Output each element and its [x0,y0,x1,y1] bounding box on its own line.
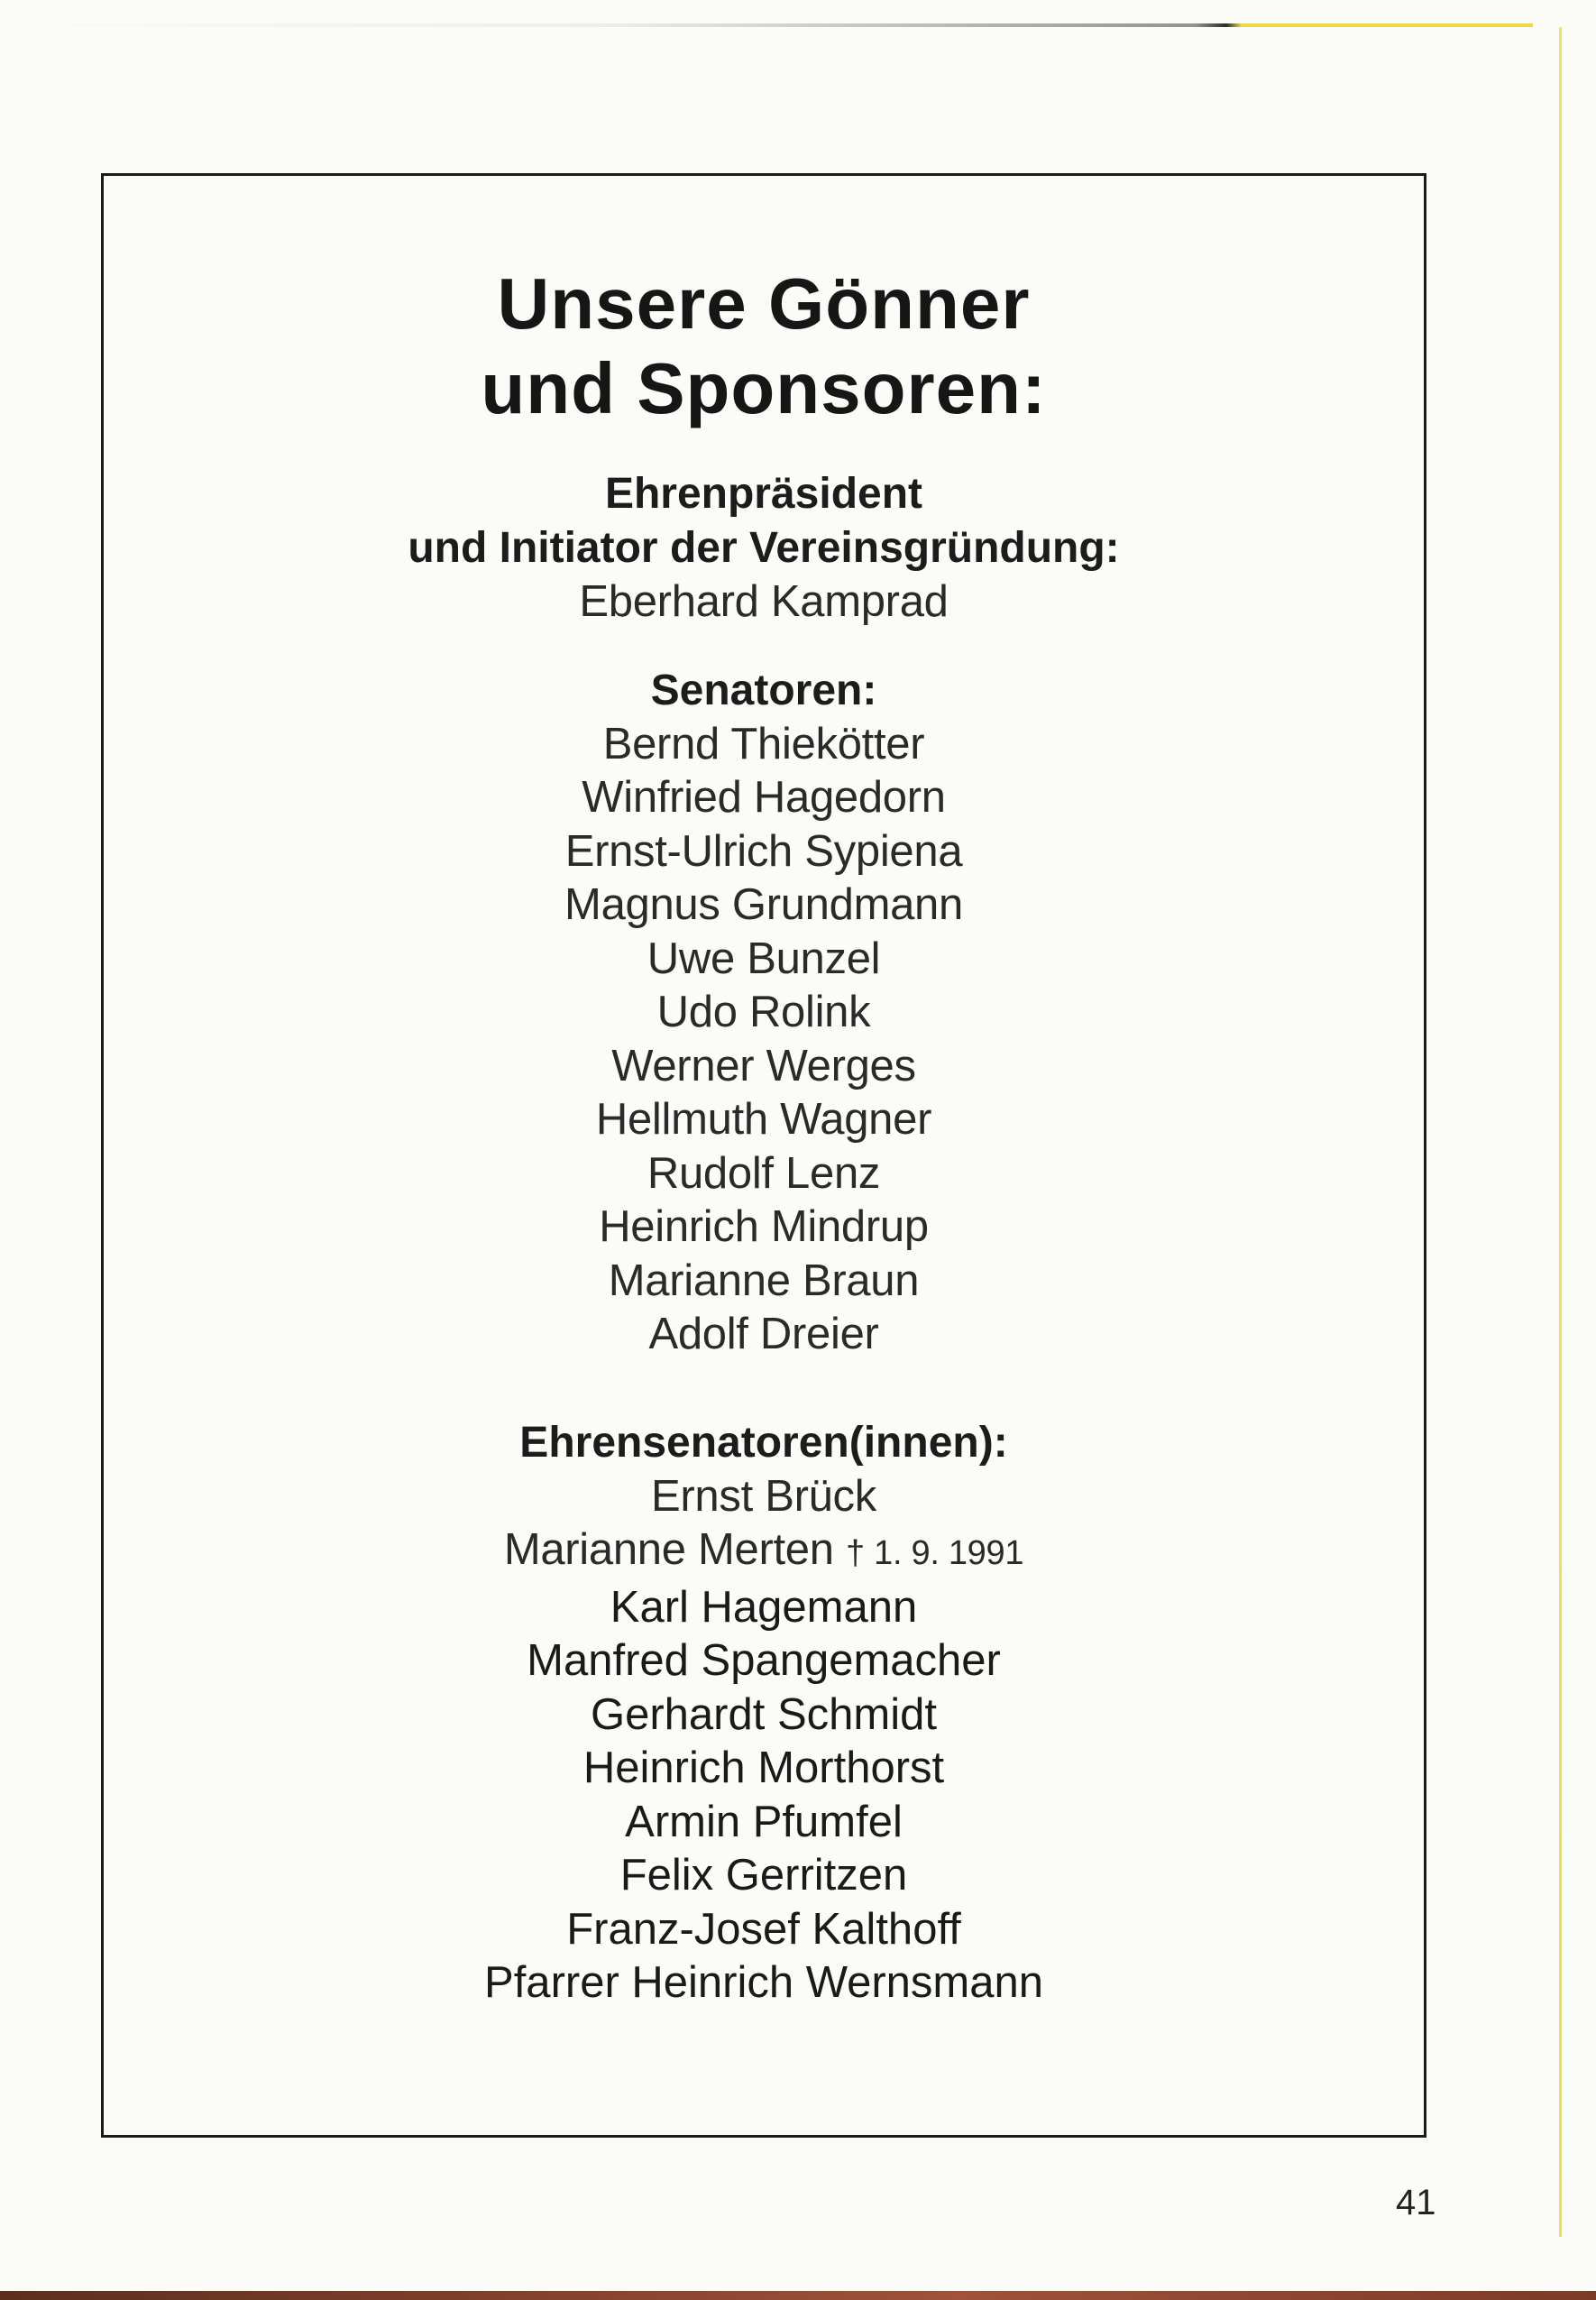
page-top-edge [0,23,1533,27]
honorary-president-heading-1: Ehrenpräsident [604,470,923,518]
honorary-senator-name: Ernst Brück [651,1471,876,1521]
senator-name: Werner Werges [611,1041,916,1090]
senators-section [101,664,1426,1362]
senator-name: Rudolf Lenz [647,1148,881,1198]
deceased-date-note: † 1. 9. 1991 [846,1534,1024,1572]
senator-name: Winfried Hagedorn [582,773,946,822]
sponsor-list [101,262,1426,2010]
page-number: 41 [1396,2183,1436,2222]
honorary-senator-deceased-name: Marianne Merten [503,1525,834,1574]
honorary-senator-name: Heinrich Morthorst [582,1743,945,1792]
honorary-senator-name: Armin Pfumfel [625,1797,903,1846]
honorary-senator-name: Manfred Spangemacher [527,1636,1001,1685]
honorary-senator-deceased [101,1523,1426,1581]
honorary-senator-name: Felix Gerritzen [619,1851,908,1900]
honorary-senator-name: Franz-Josef Kalthoff [566,1904,961,1954]
senator-name: Udo Rolink [656,988,871,1036]
honorary-senator-name: Karl Hagemann [610,1582,918,1632]
senator-name: Marianne Braun [608,1256,920,1305]
honorary-senator-name: Gerhardt Schmidt [591,1689,937,1739]
page-title-line-2: und Sponsoren: [481,348,1047,428]
senator-name: Bernd Thiekötter [602,719,925,768]
page-bottom-edge [0,2291,1596,2300]
honorary-president-name: Eberhard Kamprad [579,577,949,626]
page-right-edge [1559,27,1562,2237]
senator-name: Magnus Grundmann [564,880,963,929]
honorary-senators-heading: Ehrensenatoren(innen): [519,1418,1008,1467]
senators-heading: Senatoren: [650,666,877,714]
senator-name: Uwe Bunzel [647,934,881,983]
senator-name: Heinrich Mindrup [599,1202,929,1251]
honorary-senator-name: Pfarrer Heinrich Wernsmann [484,1958,1043,2007]
page-title-line-1: Unsere Gönner [497,263,1031,344]
honorary-president-heading-2: und Initiator der Vereinsgründung: [408,524,1120,572]
senator-name: Hellmuth Wagner [595,1095,932,1144]
page-title [101,262,1426,431]
honorary-senators-section [101,1416,1426,2010]
senator-name: Ernst-Ulrich Sypiena [564,826,963,876]
senator-name: Adolf Dreier [648,1310,879,1358]
honorary-president-section [101,467,1426,630]
